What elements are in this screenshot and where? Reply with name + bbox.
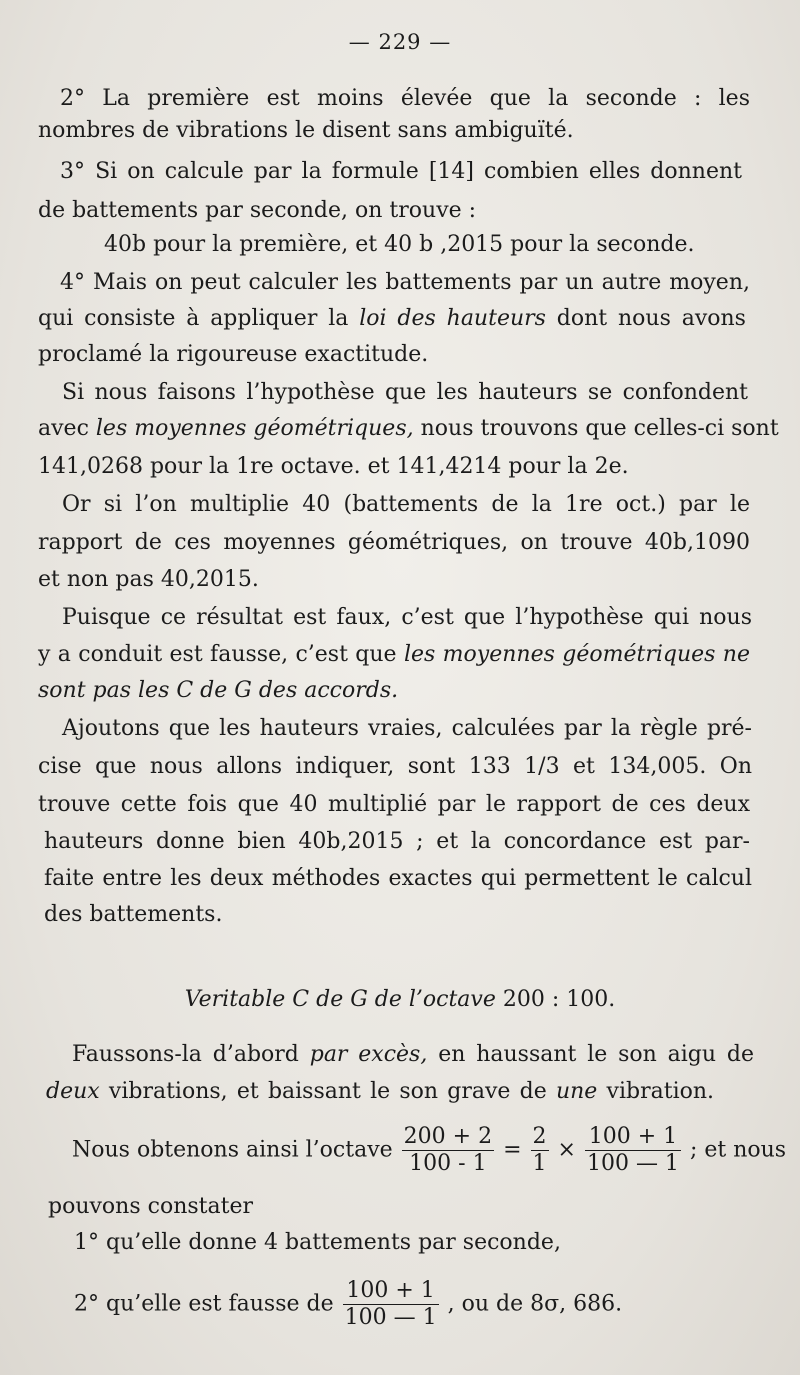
fraction: $\frac{100 + 1}{100 — 1}$ <box>586 1124 679 1176</box>
text-line: 2° La première est moins élevée que la seconde : les <box>60 86 750 111</box>
text-line: Faussons-la d’abord par excès, en haussant le son aigu de <box>72 1042 754 1067</box>
error-equation: 2° qu’elle est fausse de $\frac{100 + 1}{100 — 1}$ , ou de 8σ, 686. <box>74 1278 623 1330</box>
text-line: et non pas 40,2015. <box>38 567 259 592</box>
octave-equation: Nous obtenons ainsi l’octave $\frac{200 + 2}{100 - 1}$ = $\frac{2}{1}$ × $\frac{100 + 1}{100 — 1}$ ; et nous <box>72 1124 787 1176</box>
text-line: proclamé la rigoureuse exactitude. <box>38 342 429 367</box>
fraction: $\frac{200 + 2}{100 - 1}$ <box>403 1124 493 1176</box>
text-line: Si nous faisons l’hypothèse que les hauteurs se confondent <box>62 380 748 405</box>
text-line: cise que nous allons indiquer, sont 133 1/3 et 134,005. On <box>38 754 752 779</box>
text-line: trouve cette fois que 40 multiplié par le rapport de ces deux <box>38 792 750 817</box>
text-line: des battements. <box>44 902 223 927</box>
text-line: 40b pour la première, et 40 b ,2015 pour la seconde. <box>104 232 695 257</box>
text-line: deux vibrations, et baissant le son grave de une vibration. <box>46 1079 715 1104</box>
text-line: 1° qu’elle donne 4 battements par seconde, <box>74 1230 561 1255</box>
text-line: 4° Mais on peut calculer les battements par un autre moyen, <box>60 270 750 295</box>
text-line: 141,0268 pour la 1re octave. et 141,4214 pour la 2e. <box>38 454 629 479</box>
section-title: Veritable C de G de l’octave 200 : 100. <box>184 987 616 1012</box>
text-line: rapport de ces moyennes géométriques, on trouve 40b,1090 <box>38 530 750 555</box>
fraction: $\frac{2}{1}$ <box>532 1124 547 1176</box>
text-line: faite entre les deux méthodes exactes qui permettent le calcul <box>44 866 752 891</box>
text-line: Puisque ce résultat est faux, c’est que l’hypothèse qui nous <box>62 605 752 630</box>
page-number: — 229 — <box>348 30 452 54</box>
text-line: qui consiste à appliquer la loi des hauteurs dont nous avons <box>38 306 746 331</box>
text-line: de battements par seconde, on trouve : <box>38 198 477 223</box>
fraction: $\frac{100 + 1}{100 — 1}$ <box>344 1278 437 1330</box>
text-line: hauteurs donne bien 40b,2015 ; et la concordance est par- <box>44 829 750 854</box>
text-line: avec les moyennes géométriques, nous trouvons que celles-ci sont <box>38 416 779 441</box>
text-line: 3° Si on calcule par la formule [14] combien elles donnent <box>60 159 742 184</box>
text-line: sont pas les C de G des accords. <box>38 678 399 703</box>
text-line: y a conduit est fausse, c’est que les moyennes géométriques ne <box>38 642 750 667</box>
text-line: Or si l’on multiplie 40 (battements de la 1re oct.) par le <box>62 492 750 517</box>
text-line: nombres de vibrations le disent sans ambiguïté. <box>38 118 574 143</box>
text-line: pouvons constater <box>48 1194 253 1219</box>
text-line: Ajoutons que les hauteurs vraies, calculées par la règle pré- <box>62 716 752 741</box>
